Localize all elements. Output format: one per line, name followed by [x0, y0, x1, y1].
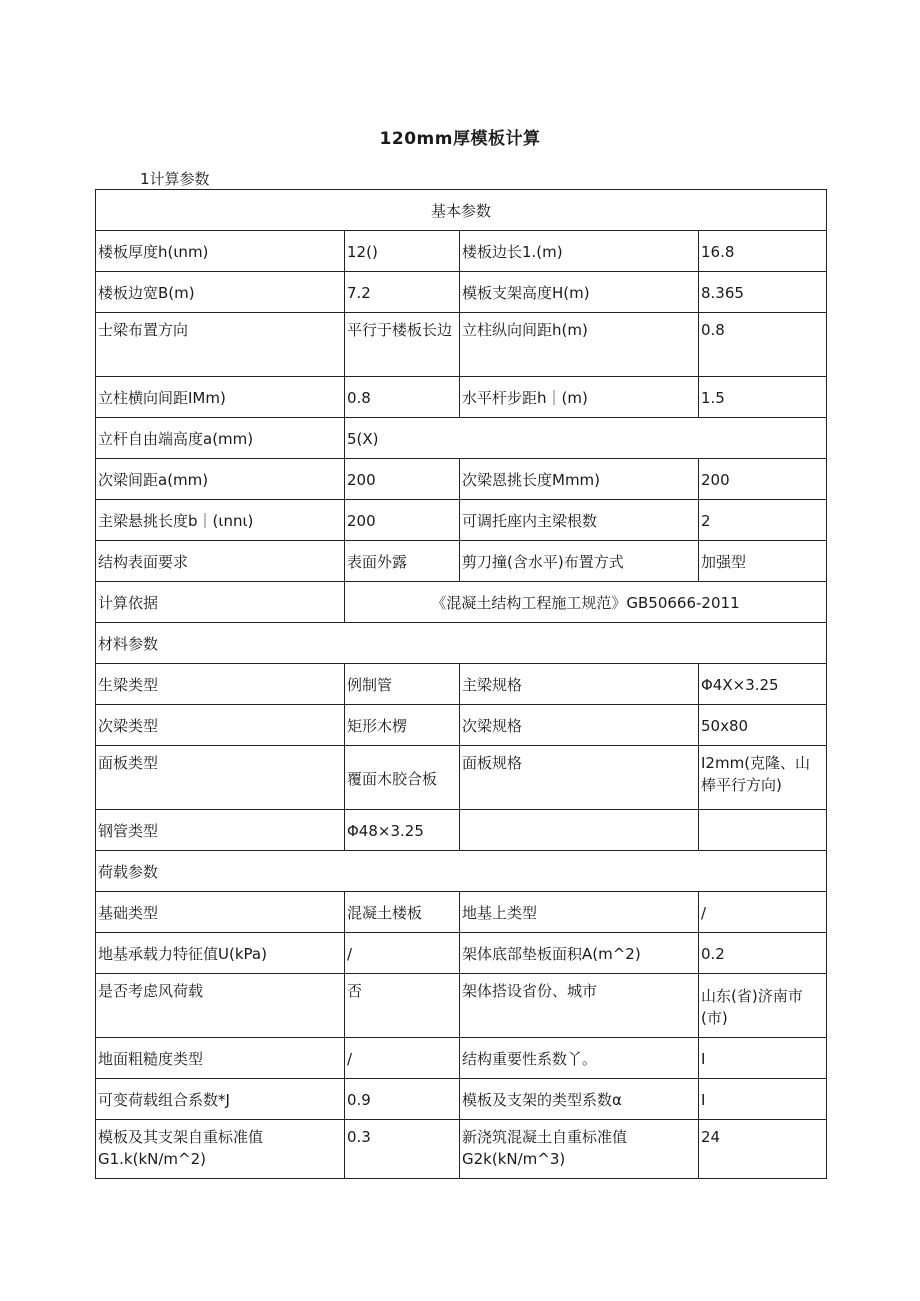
table-cell: 《混凝土结构工程施工规范》GB50666-2011 — [345, 582, 827, 623]
table-cell: 立柱横向间距IMm) — [96, 377, 345, 418]
table-cell: 基础类型 — [96, 892, 345, 933]
table-cell: 立杆自由端高度a(mm) — [96, 418, 345, 459]
table-row — [96, 705, 827, 746]
table-cell: 士梁布置方向 — [96, 313, 345, 377]
table-cell: 模板及支架的类型系数α — [460, 1079, 699, 1120]
table-cell: 可调托座内主梁根数 — [460, 500, 699, 541]
table-cell: 地基承载力特征值U(kPa) — [96, 933, 345, 974]
table-cell: 主梁规格 — [460, 664, 699, 705]
table-cell: I — [699, 1038, 827, 1079]
table-cell: / — [345, 1038, 460, 1079]
table-cell: 是否考虑风荷载 — [96, 974, 345, 1038]
table-cell: 生梁类型 — [96, 664, 345, 705]
table-row — [96, 746, 827, 810]
table-row — [96, 933, 827, 974]
table-row — [96, 500, 827, 541]
table-cell: 混凝土楼板 — [345, 892, 460, 933]
table-cell: 次梁间距a(mm) — [96, 459, 345, 500]
table-cell: I — [699, 1079, 827, 1120]
table-cell — [460, 810, 699, 851]
table-cell: 否 — [345, 974, 460, 1038]
table-cell: 200 — [699, 459, 827, 500]
table-cell: 次梁类型 — [96, 705, 345, 746]
table-cell: 7.2 — [345, 272, 460, 313]
table-cell: / — [345, 933, 460, 974]
parameter-table — [95, 189, 827, 1179]
table-row — [96, 582, 827, 623]
table-cell: 8.365 — [699, 272, 827, 313]
table-cell: 结构重要性系数丫。 — [460, 1038, 699, 1079]
table-cell: Φ4X×3.25 — [699, 664, 827, 705]
table-cell: 矩形木楞 — [345, 705, 460, 746]
table-cell: 覆面木胶合板 — [345, 746, 460, 810]
page-title: 120mm厚模板计算 — [379, 129, 541, 149]
table-row — [96, 541, 827, 582]
table-row — [96, 664, 827, 705]
load-parameters-header: 荷载参数 — [96, 851, 827, 892]
table-cell — [699, 810, 827, 851]
table-cell: 0.9 — [345, 1079, 460, 1120]
table-cell: 主梁悬挑长度b｜(ιnnι) — [96, 500, 345, 541]
table-row — [96, 313, 827, 377]
table-cell: 次梁恩挑长度Mmm) — [460, 459, 699, 500]
table-cell: 结构表面要求 — [96, 541, 345, 582]
table-row — [96, 231, 827, 272]
table-row — [96, 1038, 827, 1079]
table-row — [96, 892, 827, 933]
table-row — [96, 974, 827, 1038]
table-cell: 24 — [699, 1120, 827, 1179]
table-cell: 地面粗糙度类型 — [96, 1038, 345, 1079]
table-cell: 200 — [345, 459, 460, 500]
table-cell: 平行于楼板长边 — [345, 313, 460, 377]
table-cell: 剪刀撞(含水平)布置方式 — [460, 541, 699, 582]
table-cell: 2 — [699, 500, 827, 541]
table-cell: 计算依据 — [96, 582, 345, 623]
table-cell: 12() — [345, 231, 460, 272]
table-cell: 0.8 — [699, 313, 827, 377]
table-row — [96, 377, 827, 418]
table-cell: 加强型 — [699, 541, 827, 582]
table-cell: 模板及其支架自重标准值G1.k(kN∕m^2) — [96, 1120, 345, 1179]
table-cell: 架体搭设省份、城市 — [460, 974, 699, 1038]
table-cell: 0.8 — [345, 377, 460, 418]
table-cell: 1.5 — [699, 377, 827, 418]
table-cell: / — [699, 892, 827, 933]
table-row — [96, 810, 827, 851]
table-cell: 楼板厚度h(ιnm) — [96, 231, 345, 272]
table-cell: 地基上类型 — [460, 892, 699, 933]
table-cell: 模板支架高度H(m) — [460, 272, 699, 313]
table-cell: 新浇筑混凝土自重标准值G2k(kN∕m^3) — [460, 1120, 699, 1179]
table-cell: 例制管 — [345, 664, 460, 705]
table-row — [96, 272, 827, 313]
material-parameters-header: 材料参数 — [96, 623, 827, 664]
table-row — [96, 459, 827, 500]
table-cell: 钢管类型 — [96, 810, 345, 851]
table-cell: 0.2 — [699, 933, 827, 974]
basic-parameters-header: 基本参数 — [96, 190, 827, 231]
table-cell: 楼板边长1.(m) — [460, 231, 699, 272]
table-cell: I2mm(克隆、山棒平行方向) — [699, 746, 827, 810]
table-cell: 200 — [345, 500, 460, 541]
table-cell: 水平杆步距h｜(m) — [460, 377, 699, 418]
table-cell: 架体底部垫板面积A(m^2) — [460, 933, 699, 974]
table-cell: 面板类型 — [96, 746, 345, 810]
table-cell: 山东(省)济南市(市) — [699, 974, 827, 1038]
table-row — [96, 418, 827, 459]
table-cell: 可变荷载组合系数*J — [96, 1079, 345, 1120]
table-cell: 立柱纵向间距h(m) — [460, 313, 699, 377]
table-cell: 面板规格 — [460, 746, 699, 810]
table-cell: 5(X) — [345, 418, 827, 459]
table-cell: Φ48×3.25 — [345, 810, 460, 851]
table-row — [96, 1120, 827, 1179]
table-cell: 次梁规格 — [460, 705, 699, 746]
table-cell: 50x80 — [699, 705, 827, 746]
table-cell: 楼板边宽B(m) — [96, 272, 345, 313]
table-cell: 16.8 — [699, 231, 827, 272]
table-cell: 0.3 — [345, 1120, 460, 1179]
table-row — [96, 1079, 827, 1120]
section-heading: 1计算参数 — [140, 170, 210, 188]
table-cell: 表面外露 — [345, 541, 460, 582]
